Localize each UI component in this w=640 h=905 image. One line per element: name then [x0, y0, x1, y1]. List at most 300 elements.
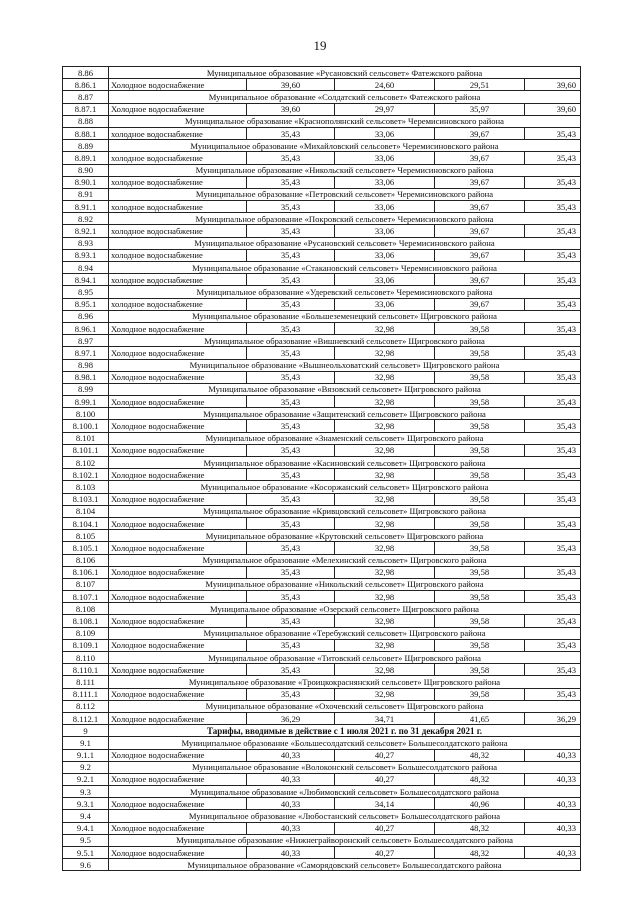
tariff-value-4: 40,33 [525, 749, 581, 761]
tariff-value-2: 29,97 [335, 103, 435, 115]
service-name: Холодное водоснабжение [109, 542, 247, 554]
tariff-value-4: 35,43 [525, 152, 581, 164]
service-name: Холодное водоснабжение [109, 469, 247, 481]
tariff-row [63, 493, 581, 505]
tariff-value-3: 39,58 [435, 493, 525, 505]
row-code: 8.98 [63, 359, 109, 371]
tariff-row [63, 566, 581, 578]
row-code: 8.110 [63, 652, 109, 664]
municipality-row [63, 627, 581, 639]
tariff-value-1: 39,60 [247, 103, 335, 115]
row-code: 8.105 [63, 530, 109, 542]
tariff-value-3: 29,51 [435, 79, 525, 91]
service-name: Холодное водоснабжение [109, 347, 247, 359]
tariff-row [63, 469, 581, 481]
tariff-value-1: 35,43 [247, 420, 335, 432]
tariff-value-4: 35,43 [525, 566, 581, 578]
service-name: Холодное водоснабжение [109, 847, 247, 859]
municipality-row [63, 67, 581, 79]
municipality-title: Муниципальное образование «Саморядовский сельсовет» Большесолдатского района [109, 859, 581, 871]
row-code: 9.6 [63, 859, 109, 871]
service-name: Холодное водоснабжение [109, 444, 247, 456]
service-name: Холодное водоснабжение [109, 798, 247, 810]
tariff-value-1: 35,43 [247, 615, 335, 627]
tariff-value-4: 35,43 [525, 688, 581, 700]
municipality-title: Муниципальное образование «Защитенский сельсовет» Щигровского района [109, 408, 581, 420]
tariff-value-4: 40,33 [525, 798, 581, 810]
tariff-row [63, 664, 581, 676]
tariff-value-1: 35,43 [247, 493, 335, 505]
row-code: 8.111.1 [63, 688, 109, 700]
tariff-value-1: 35,43 [247, 127, 335, 139]
service-name: Холодное водоснабжение [109, 566, 247, 578]
row-code: 8.101 [63, 432, 109, 444]
tariff-value-3: 41,65 [435, 712, 525, 724]
tariff-value-2: 33,06 [335, 152, 435, 164]
tariff-value-4: 40,33 [525, 822, 581, 834]
service-name: холодное водоснабжение [109, 274, 247, 286]
municipality-title: Муниципальное образование «Покровский сельсовет» Черемисиновского района [109, 213, 581, 225]
municipality-row [63, 859, 581, 871]
tariff-value-3: 39,58 [435, 566, 525, 578]
municipality-title: Муниципальное образование «Удеревский сельсовет» Черемисиновского района [109, 286, 581, 298]
row-code: 9.4.1 [63, 822, 109, 834]
tariff-value-3: 39,58 [435, 639, 525, 651]
tariff-row [63, 615, 581, 627]
row-code: 8.87 [63, 91, 109, 103]
tariff-row [63, 591, 581, 603]
section-title: Тарифы, вводимые в действие с 1 июля 2021 г. по 31 декабря 2021 г. [109, 725, 581, 737]
tariff-value-4: 35,43 [525, 396, 581, 408]
tariff-value-1: 35,43 [247, 322, 335, 334]
municipality-title: Муниципальное образование «Большесолдатский сельсовет» Большесолдатского района [109, 737, 581, 749]
tariff-value-1: 35,43 [247, 542, 335, 554]
row-code: 8.92 [63, 213, 109, 225]
municipality-row [63, 188, 581, 200]
tariff-value-3: 39,58 [435, 542, 525, 554]
tariff-value-3: 39,58 [435, 615, 525, 627]
tariff-value-3: 39,58 [435, 591, 525, 603]
tariff-value-1: 35,43 [247, 371, 335, 383]
municipality-title: Муниципальное образование «Краснополянский сельсовет» Черемисиновского района [109, 115, 581, 127]
tariff-table [62, 66, 581, 871]
municipality-title: Муниципальное образование «Знаменский сельсовет» Щигровского района [109, 432, 581, 444]
row-code: 8.96 [63, 310, 109, 322]
service-name: Холодное водоснабжение [109, 517, 247, 529]
municipality-title: Муниципальное образование «Вышнеольховатский сельсовет» Щигровского района [109, 359, 581, 371]
municipality-row [63, 237, 581, 249]
tariff-value-3: 35,97 [435, 103, 525, 115]
municipality-title: Муниципальное образование «Косоржанский сельсовет» Щигровского района [109, 481, 581, 493]
tariff-row [63, 322, 581, 334]
tariff-row [63, 847, 581, 859]
municipality-row [63, 164, 581, 176]
row-code: 9.1.1 [63, 749, 109, 761]
row-code: 8.101.1 [63, 444, 109, 456]
row-code: 8.103.1 [63, 493, 109, 505]
municipality-row [63, 213, 581, 225]
tariff-value-3: 39,67 [435, 249, 525, 261]
service-name: Холодное водоснабжение [109, 615, 247, 627]
tariff-row [63, 152, 581, 164]
row-code: 8.91 [63, 188, 109, 200]
row-code: 8.94.1 [63, 274, 109, 286]
tariff-value-1: 35,43 [247, 347, 335, 359]
tariff-row [63, 371, 581, 383]
tariff-row [63, 444, 581, 456]
tariff-value-2: 33,06 [335, 127, 435, 139]
municipality-title: Муниципальное образование «Петровский сельсовет» Черемисиновского района [109, 188, 581, 200]
tariff-value-1: 39,60 [247, 79, 335, 91]
tariff-value-2: 32,98 [335, 347, 435, 359]
row-code: 8.95 [63, 286, 109, 298]
municipality-title: Муниципальное образование «Троицкокраснянский сельсовет» Щигровского района [109, 676, 581, 688]
municipality-title: Муниципальное образование «Касиновский сельсовет» Щигровского района [109, 457, 581, 469]
tariff-value-1: 35,43 [247, 152, 335, 164]
row-code: 8.97 [63, 335, 109, 347]
tariff-value-1: 35,43 [247, 688, 335, 700]
row-code: 8.92.1 [63, 225, 109, 237]
tariff-value-4: 35,43 [525, 298, 581, 310]
tariff-value-3: 39,67 [435, 127, 525, 139]
municipality-row [63, 676, 581, 688]
tariff-value-2: 40,27 [335, 773, 435, 785]
row-code: 8.99 [63, 383, 109, 395]
service-name: холодное водоснабжение [109, 176, 247, 188]
tariff-value-2: 32,98 [335, 444, 435, 456]
tariff-value-2: 32,98 [335, 420, 435, 432]
municipality-title: Муниципальное образование «Любостанский сельсовет» Большесолдатского района [109, 810, 581, 822]
tariff-value-2: 33,06 [335, 176, 435, 188]
municipality-title: Муниципальное образование «Никольский сельсовет» Черемисиновского района [109, 164, 581, 176]
tariff-value-1: 35,43 [247, 249, 335, 261]
service-name: Холодное водоснабжение [109, 773, 247, 785]
row-code: 9.5.1 [63, 847, 109, 859]
tariff-value-1: 35,43 [247, 444, 335, 456]
tariff-row [63, 542, 581, 554]
municipality-row [63, 408, 581, 420]
municipality-title: Муниципальное образование «Волоконский сельсовет» Большесолдатского района [109, 761, 581, 773]
row-code: 8.111 [63, 676, 109, 688]
tariff-value-1: 40,33 [247, 798, 335, 810]
tariff-value-3: 48,32 [435, 847, 525, 859]
row-code: 8.102 [63, 457, 109, 469]
service-name: Холодное водоснабжение [109, 822, 247, 834]
tariff-row [63, 225, 581, 237]
tariff-value-3: 48,32 [435, 822, 525, 834]
tariff-value-3: 39,67 [435, 152, 525, 164]
row-code: 9.2 [63, 761, 109, 773]
tariff-value-3: 39,58 [435, 664, 525, 676]
municipality-title: Муниципальное образование «Охочевский сельсовет» Щигровского района [109, 700, 581, 712]
tariff-value-3: 40,96 [435, 798, 525, 810]
tariff-value-3: 39,58 [435, 517, 525, 529]
tariff-row [63, 201, 581, 213]
tariff-value-3: 39,67 [435, 298, 525, 310]
row-code: 8.87.1 [63, 103, 109, 115]
tariff-value-4: 39,60 [525, 79, 581, 91]
tariff-value-2: 32,98 [335, 469, 435, 481]
service-name: Холодное водоснабжение [109, 664, 247, 676]
service-name: Холодное водоснабжение [109, 371, 247, 383]
tariff-value-3: 39,58 [435, 420, 525, 432]
tariff-table-body [63, 67, 581, 871]
row-code: 8.108.1 [63, 615, 109, 627]
tariff-value-1: 36,29 [247, 712, 335, 724]
tariff-value-2: 32,98 [335, 517, 435, 529]
municipality-row [63, 457, 581, 469]
service-name: холодное водоснабжение [109, 249, 247, 261]
tariff-value-4: 35,43 [525, 420, 581, 432]
service-name: холодное водоснабжение [109, 127, 247, 139]
municipality-title: Муниципальное образование «Крутовский сельсовет» Щигровского района [109, 530, 581, 542]
tariff-value-4: 35,43 [525, 591, 581, 603]
service-name: Холодное водоснабжение [109, 712, 247, 724]
tariff-row [63, 517, 581, 529]
tariff-value-1: 35,43 [247, 298, 335, 310]
tariff-value-2: 32,98 [335, 615, 435, 627]
service-name: Холодное водоснабжение [109, 103, 247, 115]
tariff-value-2: 34,71 [335, 712, 435, 724]
tariff-value-2: 32,98 [335, 639, 435, 651]
tariff-value-4: 35,43 [525, 493, 581, 505]
row-code: 8.88 [63, 115, 109, 127]
tariff-value-4: 35,43 [525, 127, 581, 139]
row-code: 8.109 [63, 627, 109, 639]
municipality-row [63, 578, 581, 590]
service-name: холодное водоснабжение [109, 152, 247, 164]
tariff-value-4: 35,43 [525, 225, 581, 237]
municipality-row [63, 530, 581, 542]
municipality-row [63, 310, 581, 322]
section-header-row [63, 725, 581, 737]
tariff-value-4: 35,43 [525, 469, 581, 481]
row-code: 9 [63, 725, 109, 737]
tariff-value-3: 39,58 [435, 322, 525, 334]
tariff-value-4: 35,43 [525, 249, 581, 261]
tariff-value-4: 35,43 [525, 176, 581, 188]
tariff-value-4: 35,43 [525, 347, 581, 359]
row-code: 8.93 [63, 237, 109, 249]
tariff-value-2: 33,06 [335, 201, 435, 213]
tariff-row [63, 347, 581, 359]
municipality-title: Муниципальное образование «Теребужский сельсовет» Щигровского района [109, 627, 581, 639]
municipality-row [63, 505, 581, 517]
row-code: 8.98.1 [63, 371, 109, 383]
service-name: Холодное водоснабжение [109, 79, 247, 91]
tariff-value-4: 35,43 [525, 639, 581, 651]
tariff-row [63, 688, 581, 700]
tariff-row [63, 249, 581, 261]
tariff-row [63, 298, 581, 310]
municipality-title: Муниципальное образование «Стакановский сельсовет» Черемисиновского района [109, 262, 581, 274]
tariff-value-2: 32,98 [335, 591, 435, 603]
row-code: 9.3 [63, 786, 109, 798]
service-name: холодное водоснабжение [109, 225, 247, 237]
tariff-row [63, 127, 581, 139]
tariff-value-2: 24,60 [335, 79, 435, 91]
row-code: 8.96.1 [63, 322, 109, 334]
row-code: 8.104.1 [63, 517, 109, 529]
municipality-title: Муниципальное образование «Любимовский сельсовет» Большесолдатского района [109, 786, 581, 798]
tariff-value-1: 40,33 [247, 773, 335, 785]
tariff-row [63, 712, 581, 724]
tariff-row [63, 396, 581, 408]
page-number: 19 [313, 38, 327, 53]
tariff-value-2: 33,06 [335, 274, 435, 286]
row-code: 8.106.1 [63, 566, 109, 578]
row-code: 8.108 [63, 603, 109, 615]
tariff-value-4: 35,43 [525, 201, 581, 213]
row-code: 8.102.1 [63, 469, 109, 481]
tariff-row [63, 749, 581, 761]
row-code: 8.89.1 [63, 152, 109, 164]
service-name: Холодное водоснабжение [109, 322, 247, 334]
municipality-row [63, 286, 581, 298]
tariff-value-2: 32,98 [335, 371, 435, 383]
tariff-value-3: 48,32 [435, 773, 525, 785]
municipality-row [63, 383, 581, 395]
tariff-value-4: 35,43 [525, 517, 581, 529]
municipality-row [63, 335, 581, 347]
municipality-row [63, 115, 581, 127]
tariff-value-3: 39,67 [435, 201, 525, 213]
tariff-value-2: 40,27 [335, 749, 435, 761]
row-code: 9.3.1 [63, 798, 109, 810]
row-code: 8.107.1 [63, 591, 109, 603]
tariff-value-1: 40,33 [247, 749, 335, 761]
tariff-value-4: 35,43 [525, 371, 581, 383]
tariff-value-4: 36,29 [525, 712, 581, 724]
row-code: 8.99.1 [63, 396, 109, 408]
tariff-value-4: 35,43 [525, 322, 581, 334]
tariff-value-2: 32,98 [335, 566, 435, 578]
municipality-row [63, 91, 581, 103]
tariff-value-3: 39,58 [435, 396, 525, 408]
tariff-value-2: 33,06 [335, 298, 435, 310]
row-code: 8.105.1 [63, 542, 109, 554]
tariff-value-1: 35,43 [247, 176, 335, 188]
municipality-row [63, 140, 581, 152]
tariff-value-4: 35,43 [525, 444, 581, 456]
row-code: 8.112 [63, 700, 109, 712]
municipality-row [63, 554, 581, 566]
tariff-value-1: 35,43 [247, 274, 335, 286]
tariff-value-2: 33,06 [335, 249, 435, 261]
tariff-value-3: 39,67 [435, 176, 525, 188]
municipality-title: Муниципальное образование «Русановский сельсовет» Фатежского района [109, 67, 581, 79]
tariff-value-4: 35,43 [525, 274, 581, 286]
tariff-value-1: 35,43 [247, 566, 335, 578]
row-code: 8.109.1 [63, 639, 109, 651]
municipality-row [63, 810, 581, 822]
municipality-title: Муниципальное образование «Никольский сельсовет» Щигровского района [109, 578, 581, 590]
tariff-value-1: 35,43 [247, 639, 335, 651]
tariff-value-3: 39,58 [435, 347, 525, 359]
municipality-row [63, 761, 581, 773]
municipality-row [63, 786, 581, 798]
service-name: холодное водоснабжение [109, 298, 247, 310]
tariff-value-1: 35,43 [247, 201, 335, 213]
row-code: 8.104 [63, 505, 109, 517]
municipality-title: Муниципальное образование «Нижнеграйворонский сельсовет» Большесолдатского района [109, 834, 581, 846]
service-name: Холодное водоснабжение [109, 591, 247, 603]
tariff-row [63, 274, 581, 286]
tariff-row [63, 773, 581, 785]
municipality-title: Муниципальное образование «Большеземенецкий сельсовет» Щигровского района [109, 310, 581, 322]
tariff-value-4: 40,33 [525, 847, 581, 859]
tariff-value-4: 35,43 [525, 542, 581, 554]
tariff-row [63, 103, 581, 115]
tariff-row [63, 176, 581, 188]
row-code: 9.4 [63, 810, 109, 822]
service-name: Холодное водоснабжение [109, 493, 247, 505]
tariff-value-3: 39,67 [435, 274, 525, 286]
municipality-title: Муниципальное образование «Михайловский сельсовет» Черемисиновского района [109, 140, 581, 152]
municipality-row [63, 432, 581, 444]
municipality-title: Муниципальное образование «Кривцовский сельсовет» Щигровского района [109, 505, 581, 517]
tariff-value-4: 35,43 [525, 664, 581, 676]
tariff-value-3: 39,67 [435, 225, 525, 237]
municipality-row [63, 834, 581, 846]
municipality-title: Муниципальное образование «Солдатский сельсовет» Фатежского района [109, 91, 581, 103]
tariff-value-1: 35,43 [247, 225, 335, 237]
row-code: 8.94 [63, 262, 109, 274]
municipality-row [63, 359, 581, 371]
tariff-value-4: 39,60 [525, 103, 581, 115]
row-code: 8.89 [63, 140, 109, 152]
tariff-row [63, 79, 581, 91]
row-code: 8.100 [63, 408, 109, 420]
municipality-row [63, 652, 581, 664]
tariff-value-1: 35,43 [247, 469, 335, 481]
municipality-row [63, 737, 581, 749]
tariff-value-2: 34,14 [335, 798, 435, 810]
tariff-value-1: 35,43 [247, 591, 335, 603]
row-code: 8.86.1 [63, 79, 109, 91]
row-code: 8.90 [63, 164, 109, 176]
tariff-value-2: 32,98 [335, 322, 435, 334]
municipality-title: Муниципальное образование «Титовский сельсовет» Щигровского района [109, 652, 581, 664]
row-code: 8.100.1 [63, 420, 109, 432]
row-code: 8.112.1 [63, 712, 109, 724]
tariff-value-3: 48,32 [435, 749, 525, 761]
tariff-value-1: 40,33 [247, 822, 335, 834]
tariff-value-2: 32,98 [335, 396, 435, 408]
row-code: 8.91.1 [63, 201, 109, 213]
tariff-value-3: 39,58 [435, 688, 525, 700]
row-code: 9.1 [63, 737, 109, 749]
tariff-value-3: 39,58 [435, 371, 525, 383]
municipality-row [63, 700, 581, 712]
row-code: 8.106 [63, 554, 109, 566]
municipality-row [63, 481, 581, 493]
tariff-value-4: 35,43 [525, 615, 581, 627]
tariff-value-3: 39,58 [435, 469, 525, 481]
service-name: Холодное водоснабжение [109, 420, 247, 432]
service-name: Холодное водоснабжение [109, 688, 247, 700]
municipality-title: Муниципальное образование «Русановский сельсовет» Черемисиновского района [109, 237, 581, 249]
service-name: Холодное водоснабжение [109, 639, 247, 651]
tariff-row [63, 420, 581, 432]
row-code: 8.103 [63, 481, 109, 493]
tariff-row [63, 822, 581, 834]
tariff-value-2: 40,27 [335, 822, 435, 834]
municipality-title: Муниципальное образование «Вишневский сельсовет» Щигровского района [109, 335, 581, 347]
row-code: 8.107 [63, 578, 109, 590]
row-code: 8.90.1 [63, 176, 109, 188]
row-code: 8.95.1 [63, 298, 109, 310]
